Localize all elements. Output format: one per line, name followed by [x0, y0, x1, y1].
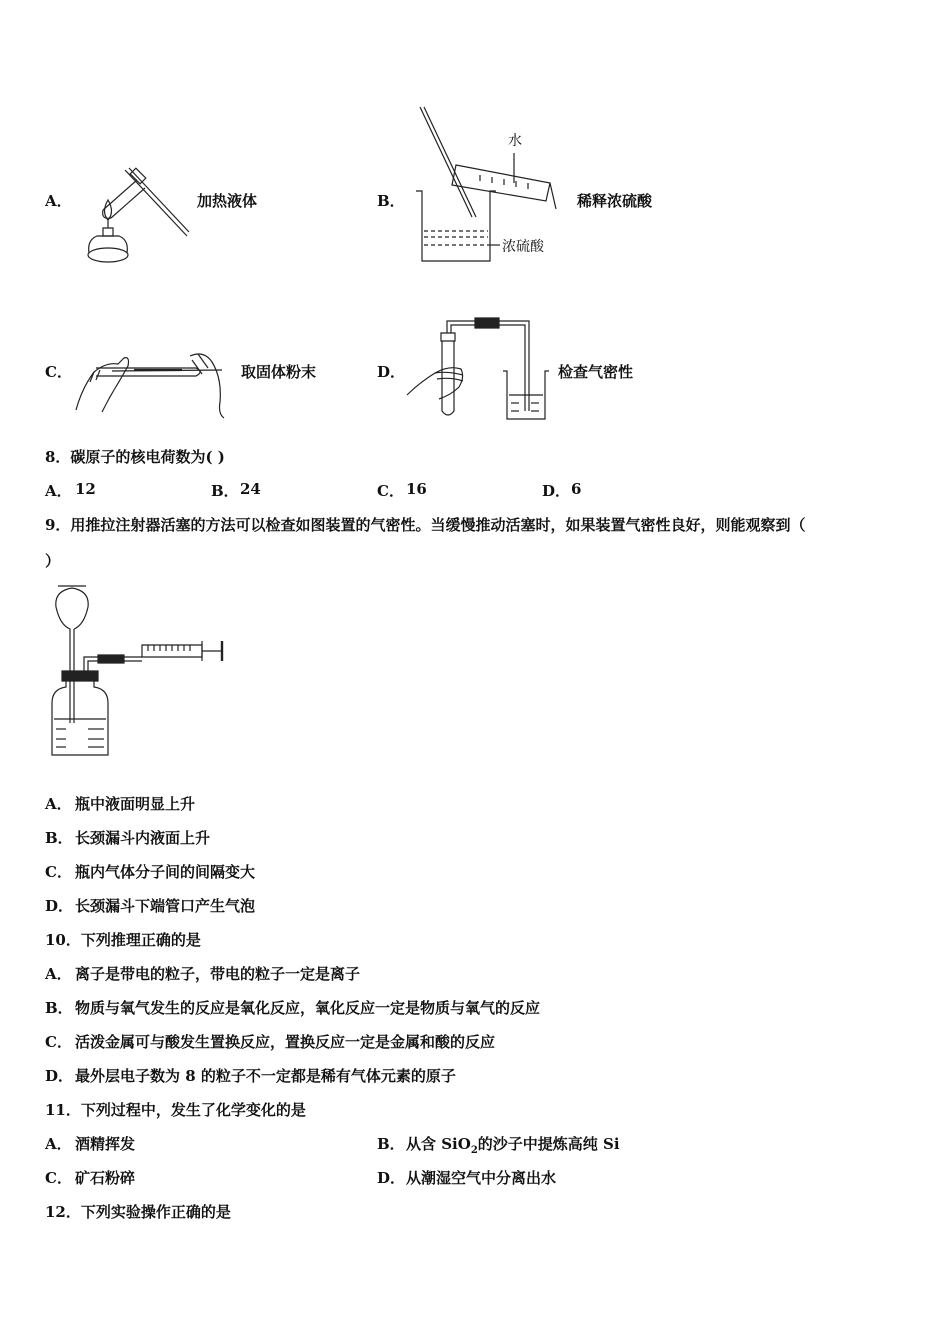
option-text: 检查气密性 [558, 363, 634, 381]
option-text: 从潮湿空气中分离出水 [406, 1169, 557, 1187]
question-stem: 8．碳原子的核电荷数为( ) [45, 448, 225, 466]
option-letter: C． [45, 863, 72, 881]
option-text: 6 [571, 480, 582, 498]
question-stem: 10．下列推理正确的是 [45, 931, 201, 949]
option-letter: B． [377, 192, 405, 210]
option-letter: D． [45, 897, 74, 915]
option-letter: A． [45, 1135, 72, 1153]
option-text: 瓶内气体分子间的间隔变大 [75, 863, 256, 881]
option-letter: D． [377, 1169, 406, 1187]
option-letter: D． [45, 1067, 74, 1085]
option-text: 稀释浓硫酸 [577, 192, 653, 210]
option-text: 离子是带电的粒子，带电的粒子一定是离子 [75, 965, 361, 983]
option-text: 酒精挥发 [75, 1135, 136, 1153]
option-text: 物质与氧气发生的反应是氧化反应，氧化反应一定是物质与氧气的反应 [75, 999, 541, 1017]
option-text: 长颈漏斗下端管口产生气泡 [75, 897, 256, 915]
option-text: 加热液体 [197, 192, 258, 210]
option-letter: A． [45, 965, 72, 983]
option-letter: B． [45, 829, 73, 847]
option-text: 12 [75, 480, 96, 498]
question-stem: 12．下列实验操作正确的是 [45, 1203, 231, 1221]
option-letter: C． [45, 1169, 72, 1187]
airtightness-check-figure [405, 315, 555, 425]
option-letter: C． [45, 1033, 72, 1051]
option-text: 取固体粉末 [241, 363, 317, 381]
question-stem: 11．下列过程中，发生了化学变化的是 [45, 1101, 306, 1119]
option-text: 24 [240, 480, 261, 498]
option-letter: B． [211, 482, 239, 500]
option-letter: A． [45, 192, 72, 210]
option-letter: B． [45, 999, 73, 1017]
question-stem-continued: ） [45, 552, 61, 570]
water-label: 水 [508, 133, 522, 149]
option-text: 从含 SiO$_2$的沙子中提炼高纯 Si [406, 1135, 620, 1156]
option-text: 矿石粉碎 [75, 1169, 136, 1187]
option-text: 活泼金属可与酸发生置换反应，置换反应一定是金属和酸的反应 [75, 1033, 496, 1051]
option-letter: C． [377, 482, 404, 500]
take-solid-powder-figure [72, 340, 232, 420]
option-text: 长颈漏斗内液面上升 [75, 829, 211, 847]
option-text: 瓶中液面明显上升 [75, 795, 196, 813]
option-letter: C． [45, 363, 72, 381]
option-letter: A． [45, 482, 72, 500]
option-letter: D． [542, 482, 571, 500]
option-letter: D． [377, 363, 406, 381]
syringe-apparatus-figure [48, 583, 230, 761]
question-stem: 9．用推拉注射器活塞的方法可以检查如图装置的气密性。当缓慢推动活塞时，如果装置气密性良好，则能观察到（ [45, 516, 806, 534]
option-letter: A． [45, 795, 72, 813]
heating-liquid-figure [75, 160, 195, 270]
option-text: 最外层电子数为 8 的粒子不一定都是稀有气体元素的原子 [75, 1067, 456, 1085]
acid-label: 浓硫酸 [502, 239, 544, 255]
option-text: 16 [406, 480, 427, 498]
option-letter: B． [377, 1135, 405, 1153]
